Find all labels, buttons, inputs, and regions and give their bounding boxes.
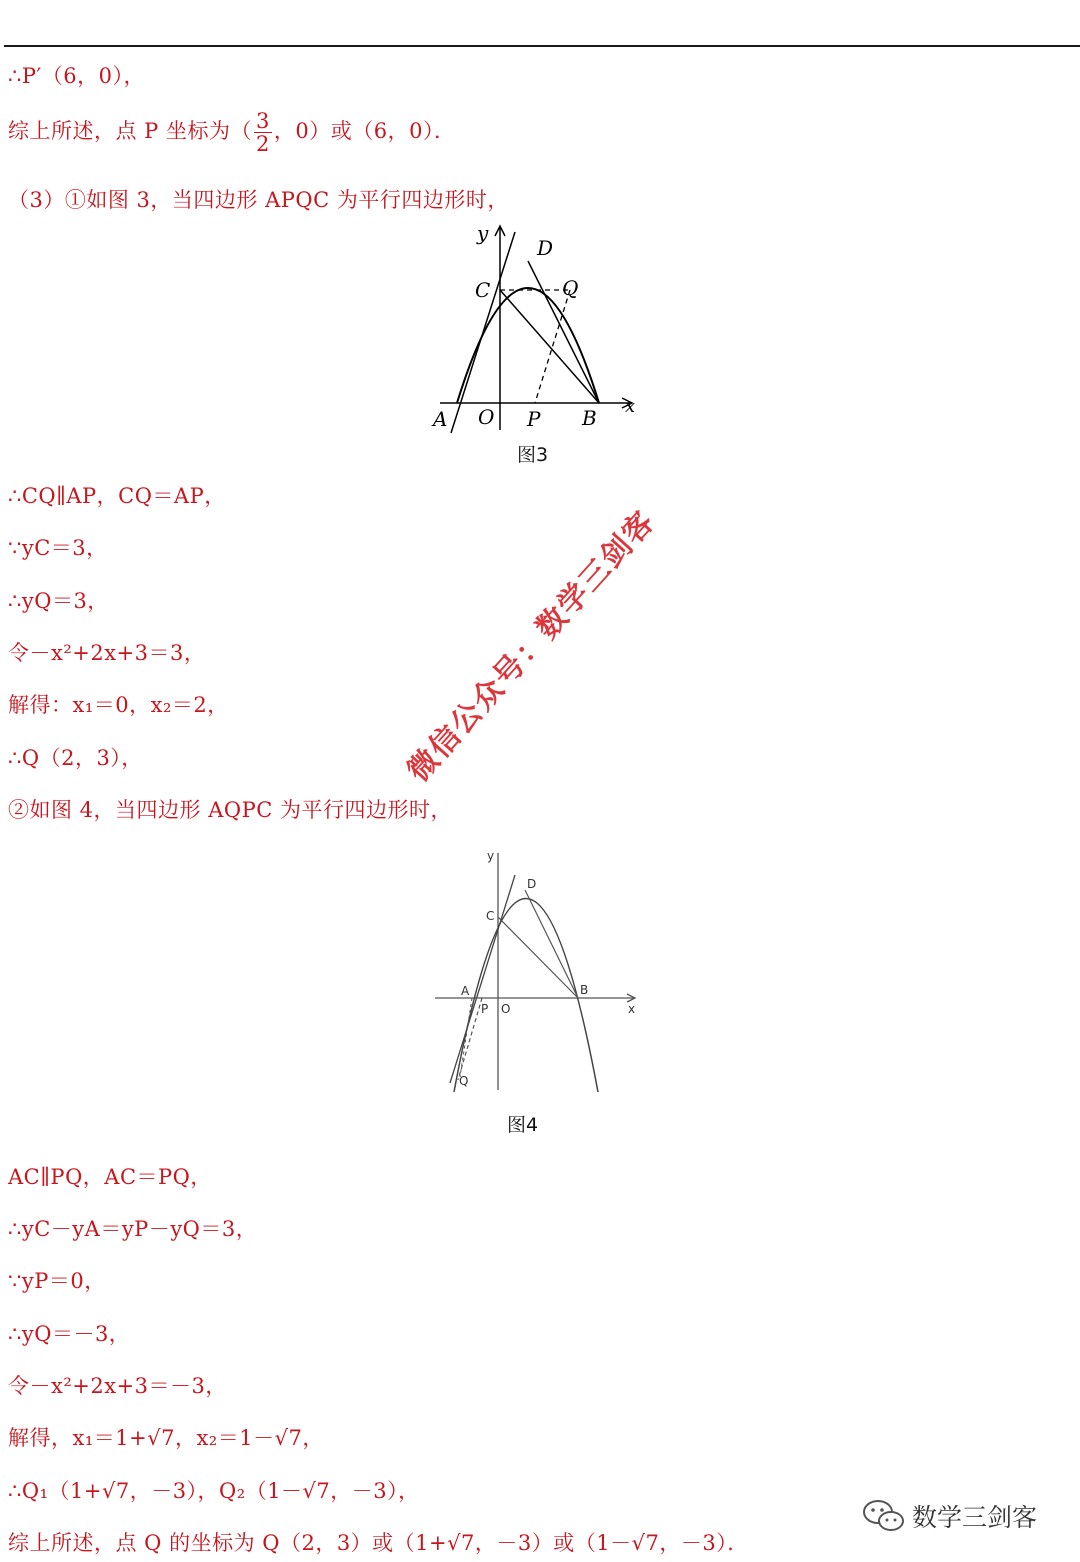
solution-line-17: ∴Q₁（1+√7，－3），Q₂（1－√7，－3）， xyxy=(8,1479,420,1503)
fig3-label-y: y xyxy=(477,221,489,245)
fig3-label-q: Q xyxy=(562,276,579,300)
solution-line-12: ∴yC－yA＝yP－yQ＝3， xyxy=(8,1217,258,1241)
fig3-caption: 图3 xyxy=(517,444,549,466)
wechat-icon xyxy=(862,1498,906,1534)
fig3-label-x: x xyxy=(625,396,636,417)
brand-logo[interactable] xyxy=(862,1494,1037,1538)
fig3-label-a: A xyxy=(433,407,448,431)
brand-name: 数学三剑客 xyxy=(912,1503,1038,1532)
fig3-label-d: D xyxy=(537,236,554,260)
solution-line-7: 令－x²+2x+3＝3， xyxy=(8,641,206,665)
fig3-label-b: B xyxy=(582,406,597,430)
top-rule xyxy=(4,45,1080,47)
fig3-label-p: P xyxy=(527,407,541,431)
fig3-label-o: O xyxy=(478,405,495,429)
solution-line-15: 令－x²+2x+3＝－3， xyxy=(8,1374,227,1398)
watermark-text: 微信公众号：数学三剑客 xyxy=(400,503,663,789)
solution-line-2 xyxy=(8,110,455,155)
fig4-caption: 图4 xyxy=(507,1114,539,1136)
solution-line-11: AC∥PQ，AC＝PQ， xyxy=(8,1165,212,1189)
fig4-label-b: B xyxy=(580,983,589,997)
fraction-3-2: $\frac{3}{2}$ xyxy=(255,109,270,156)
fig4-label-o: O xyxy=(501,1002,511,1016)
fig4-label-y: y xyxy=(487,849,495,863)
fig4-label-d: D xyxy=(527,877,537,891)
fig4-label-q: Q xyxy=(459,1074,469,1088)
solution-line-16: 解得，x₁＝1+√7，x₂＝1－√7， xyxy=(8,1426,324,1450)
fig4-label-c: C xyxy=(486,909,495,923)
fig4-label-p: P xyxy=(481,1002,489,1016)
solution-line-1 xyxy=(8,62,145,90)
solution-line-18: 综上所述，点 Q 的坐标为 Q（2，3）或（1+√7，－3）或（1－√7，－3）． xyxy=(8,1531,749,1555)
solution-line-13: ∵yP＝0， xyxy=(8,1269,106,1293)
solution-line-4: ∴CQ∥AP，CQ＝AP， xyxy=(8,484,226,508)
figure-3 xyxy=(425,220,650,440)
solution-line-14: ∴yQ＝－3， xyxy=(8,1322,131,1346)
solution-line-5: ∵yC＝3， xyxy=(8,536,108,560)
fig4-label-a: A xyxy=(461,984,470,998)
fig3-label-c: C xyxy=(475,278,491,302)
solution-line-3: （3）①如图 3，当四边形 APQC 为平行四边形时， xyxy=(8,188,509,212)
solution-line-6: ∴yQ＝3， xyxy=(8,589,109,613)
summary-text-b: ，0）或（6，0）． xyxy=(273,119,456,143)
text-p-prime: ∴P′（6，0）， xyxy=(8,64,145,88)
solution-line-9: ∴Q（2，3）， xyxy=(8,746,143,770)
solution-line-8: 解得：x₁＝0，x₂＝2， xyxy=(8,693,229,717)
summary-text-a: 综上所述，点 P 坐标为（ xyxy=(8,119,252,143)
fig4-label-x: x xyxy=(628,1002,636,1016)
solution-line-10: ②如图 4，当四边形 AQPC 为平行四边形时， xyxy=(8,798,452,822)
figure-4 xyxy=(430,845,645,1095)
